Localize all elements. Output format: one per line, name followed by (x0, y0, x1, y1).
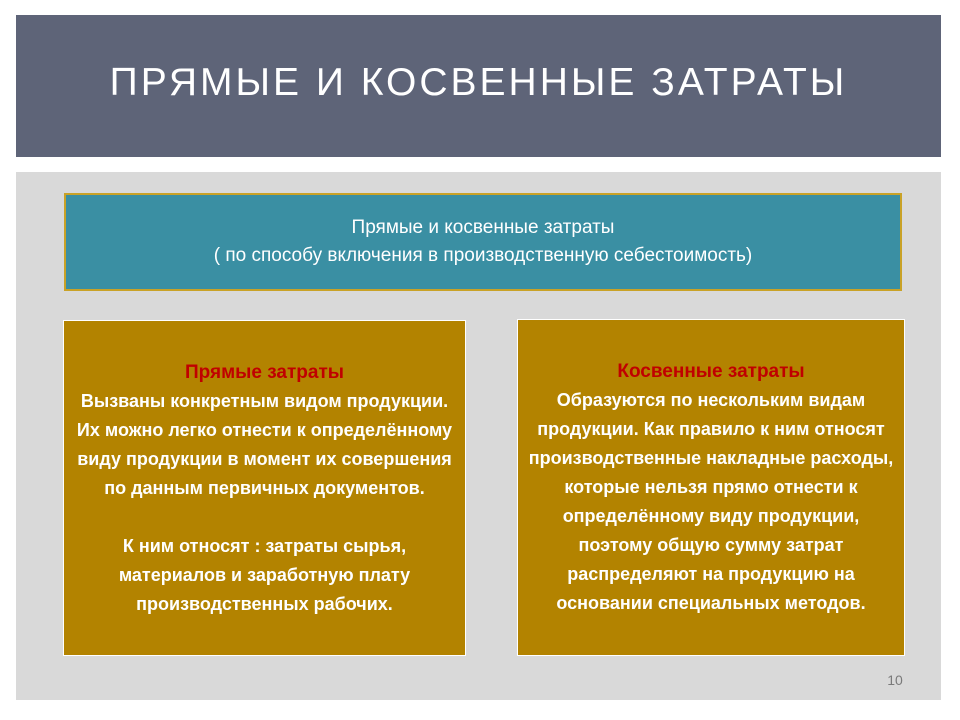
indirect-costs-card (517, 319, 905, 656)
slide-title: ПРЯМЫЕ И КОСВЕННЫЕ ЗАТРАТЫ (109, 61, 848, 104)
classification-title: Прямые и косвенные затраты (351, 217, 615, 238)
indirect-costs-title: Косвенные затраты (617, 361, 805, 382)
classification-box (64, 193, 902, 291)
direct-costs-title: Прямые затраты (185, 361, 344, 383)
classification-subtitle: ( по способу включения в производственную себестоимость) (213, 245, 753, 266)
direct-costs-card (63, 320, 466, 656)
direct-costs-examples: К ним относят : затраты сырья, материалов и заработную плату производственных рабочих. (118, 535, 411, 614)
indirect-costs-description: Образуются по нескольким видам продукции. Как правило к ним относят производственные накладные расходы, которые нельзя прямо отнести к определённому виду продукции, поэтому общую сумму затрат распределяют на продукцию на основании специальных методов. (528, 390, 894, 613)
direct-costs-description: Вызваны конкретным видом продукции. Их можно легко отнести к определённому виду продукции в момент их совершения по данным первичных документов. (76, 390, 453, 498)
page-number: 10 (887, 672, 903, 688)
slide-header (16, 15, 941, 157)
